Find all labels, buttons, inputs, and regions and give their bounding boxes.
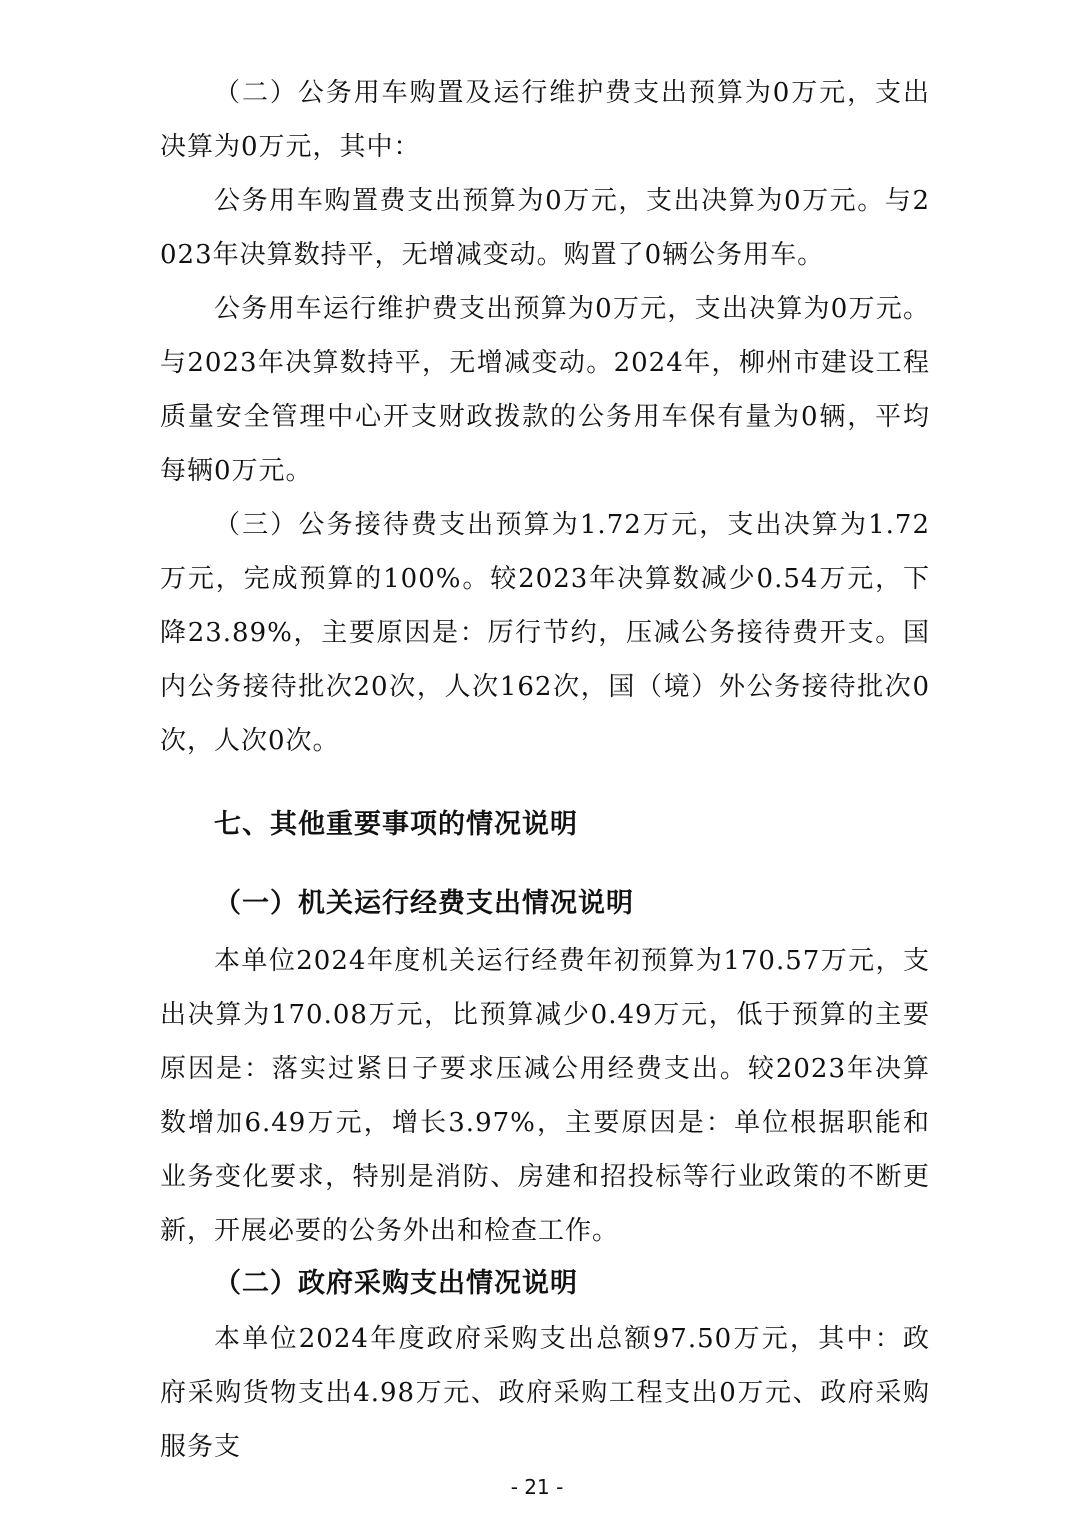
paragraph-operating-expenses: 本单位2024年度机关运行经费年初预算为170.57万元，支出决算为170.08万元，比预算减少0.49万元，低于预算的主要原因是：落实过紧日子要求压减公用经费支出。较2023年决算数增加6.49万元，增长3.97%，主要原因是：单位根据职能和业务变化要求，特别是消防、房建和招投标等行业政策的不断更新，开展必要的公务外出和检查工作。 (160, 946, 930, 1246)
paragraph-reception-expense: （三）公务接待费支出预算为1.72万元，支出决算为1.72万元，完成预算的100%。较2023年决算数减少0.54万元，下降23.89%，主要原因是：厉行节约，压减公务接待费开支。国内公务接待批次20次，人次162次，国（境）外公务接待批次0次，人次0次。 (160, 510, 930, 756)
paragraph-vehicle-expense-summary: （二）公务用车购置及运行维护费支出预算为0万元，支出决算为0万元，其中： (160, 78, 930, 162)
page-number: - 21 - (510, 1475, 564, 1499)
subsection-heading-procurement: （二）政府采购支出情况说明 (214, 1268, 578, 1299)
paragraph-procurement: 本单位2024年度政府采购支出总额97.50万元，其中：政府采购货物支出4.98万元、政府采购工程支出0万元、政府采购服务支 (160, 1324, 930, 1462)
paragraph-vehicle-maintenance: 公务用车运行维护费支出预算为0万元，支出决算为0万元。与2023年决算数持平，无增减变动。2024年，柳州市建设工程质量安全管理中心开支财政拨款的公务用车保有量为0辆，平均每辆0万元。 (160, 294, 930, 486)
section-heading-other-matters: 七、其他重要事项的情况说明 (214, 809, 578, 840)
paragraph-vehicle-purchase: 公务用车购置费支出预算为0万元，支出决算为0万元。与2023年决算数持平，无增减变动。购置了0辆公务用车。 (160, 186, 930, 270)
subsection-heading-operating-expenses: （一）机关运行经费支出情况说明 (214, 888, 634, 919)
